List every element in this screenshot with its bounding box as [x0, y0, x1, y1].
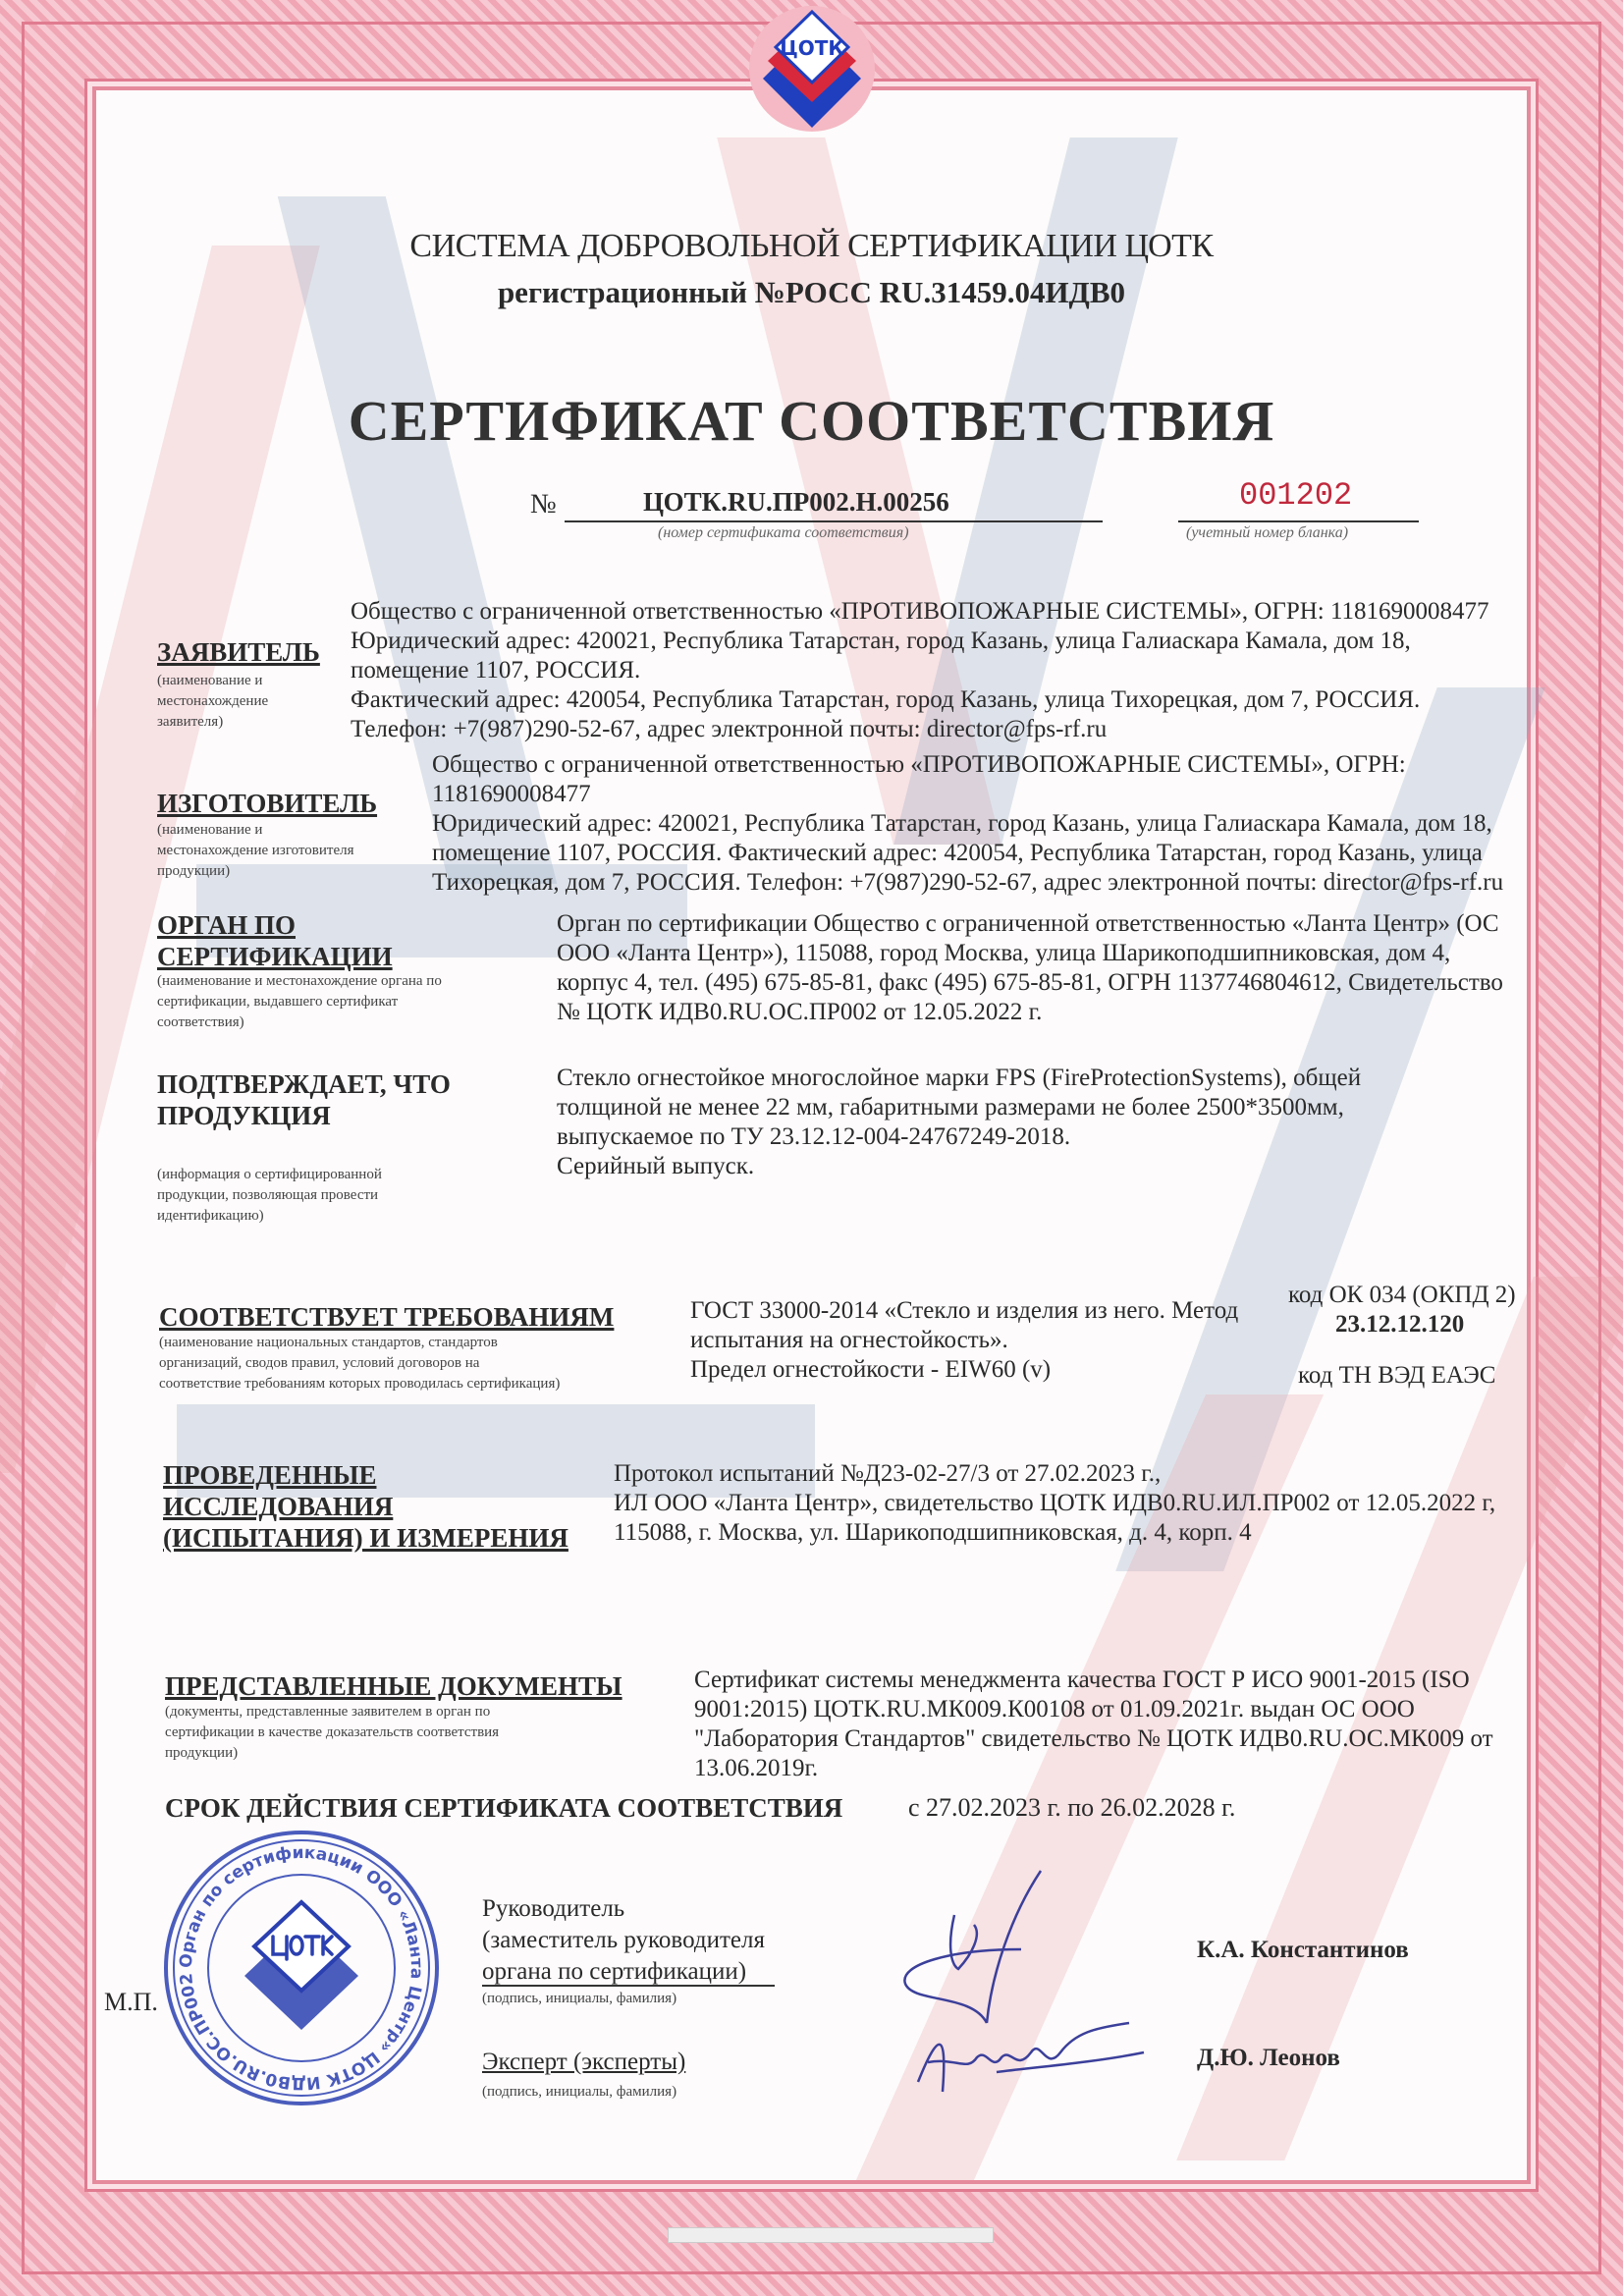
text-line: соответствие требованиям которых проводилась сертификация)	[159, 1376, 561, 1392]
text-line: Фактический адрес: 420054, Республика Татарстан, город Казань, улица Тихорецкая, дом 7, РОССИЯ.	[351, 686, 1421, 713]
text-line: ПРОВЕДЕННЫЕ	[163, 1460, 377, 1490]
text-line: местонахождение изготовителя	[157, 843, 354, 858]
applicant-caption	[157, 671, 268, 733]
text-line: Юридический адрес: 420021, Республика Татарстан, город Казань, улица Галиаскара Камала, дом 18,	[432, 810, 1492, 837]
tsotk-logo	[748, 0, 876, 157]
certification-body-stamp	[162, 1829, 441, 2107]
text-line: ПРОДУКЦИЯ	[157, 1101, 331, 1130]
head-caption: (подпись, инициалы, фамилия)	[482, 1991, 677, 2006]
certification-body-label	[157, 909, 393, 972]
applicant-details	[351, 597, 1489, 744]
tnved-label: код ТН ВЭД ЕАЭС	[1298, 1362, 1496, 1389]
text-line: Предел огнестойкости - EIW60 (v)	[690, 1356, 1052, 1383]
text-line: ГОСТ 33000-2014 «Стекло и изделия из него. Метод	[690, 1297, 1239, 1324]
text-line: (ИСПЫТАНИЯ) И ИЗМЕРЕНИЯ	[163, 1523, 568, 1553]
text-line: организаций, сводов правил, условий договоров на	[159, 1355, 480, 1371]
text-line: Протокол испытаний №Д23-02-27/3 от 27.02.2023 г.,	[614, 1460, 1162, 1487]
certification-body-caption	[157, 971, 442, 1033]
text-line: Серийный выпуск.	[557, 1153, 755, 1179]
text-line: ИССЛЕДОВАНИЯ	[163, 1492, 394, 1521]
text-line: 9001:2015) ЦОТК.RU.МК009.К00108 от 01.09.2021г. выдан ОС ООО	[694, 1696, 1415, 1722]
manufacturer-label: ИЗГОТОВИТЕЛЬ	[157, 789, 378, 818]
text-line: "Лаборатория Стандартов" свидетельство № ЦОТК ИДВ0.RU.ОС.МК009 от	[694, 1725, 1493, 1752]
okpd-code: 23.12.12.120	[1335, 1311, 1465, 1338]
expert-signature	[898, 2013, 1154, 2106]
printer-imprint	[668, 2227, 994, 2243]
text-line: (наименование национальных стандартов, стандартов	[159, 1335, 498, 1350]
tests-details	[614, 1459, 1495, 1548]
text-line: Сертификат системы менеджмента качества ГОСТ Р ИСО 9001-2015 (ISO	[694, 1667, 1470, 1693]
head-signature	[893, 1856, 1149, 2033]
certificate-number-caption: (номер сертификата соответствия)	[658, 524, 909, 541]
text-line: Общество с ограниченной ответственностью «ПРОТИВОПОЖАРНЫЕ СИСТЕМЫ», ОГРН: 1181690008477	[351, 598, 1489, 625]
expert-caption: (подпись, инициалы, фамилия)	[482, 2084, 677, 2100]
text-line: местонахождение	[157, 693, 269, 709]
text-line: Общество с ограниченной ответственностью «ПРОТИВОПОЖАРНЫЕ СИСТЕМЫ», ОГРН:	[432, 751, 1406, 778]
registration-number: регистрационный №РОСС RU.31459.04ИДВ0	[497, 275, 1126, 309]
text-line: 1181690008477	[432, 781, 591, 807]
requirements-label: СООТВЕТСТВУЕТ ТРЕБОВАНИЯМ	[159, 1302, 615, 1332]
text-line: корпус 4, тел. (495) 675-85-81, факс (495) 675-85-81, ОГРН 1137746804612, Свидетельство	[557, 969, 1503, 996]
validity-period: с 27.02.2023 г. по 26.02.2028 г.	[908, 1793, 1236, 1822]
head-underline	[482, 1985, 775, 1987]
stamp-text: Орган по сертификации ООО «Ланта Центр» ЦОТК ИДВ0.RU.ОС.ПР002	[176, 1842, 427, 2094]
requirements-caption	[159, 1333, 560, 1394]
system-name: СИСТЕМА ДОБРОВОЛЬНОЙ СЕРТИФИКАЦИИ ЦОТК	[409, 228, 1214, 264]
manufacturer-details	[432, 750, 1503, 898]
text-line: помещение 1107, РОССИЯ.	[351, 657, 641, 683]
text-line: соответствия)	[157, 1014, 244, 1030]
manufacturer-caption	[157, 820, 354, 882]
text-line: ИЛ ООО «Ланта Центр», свидетельство ЦОТК ИДВ0.RU.ИЛ.ПР002 от 12.05.2022 г,	[614, 1490, 1496, 1516]
applicant-label: ЗАЯВИТЕЛЬ	[157, 637, 320, 667]
number-sign: №	[530, 489, 557, 519]
validity-label: СРОК ДЕЙСТВИЯ СЕРТИФИКАТА СООТВЕТСТВИЯ	[165, 1793, 843, 1823]
product-label	[157, 1068, 451, 1131]
text-line: испытания на огнестойкость».	[690, 1327, 1008, 1353]
text-line: Тихорецкая, дом 7, РОССИЯ. Телефон: +7(987)290-52-67, адрес электронной почты: director@fps-rf.ru	[432, 869, 1504, 896]
certification-body-details	[557, 909, 1503, 1027]
documents-details	[694, 1666, 1493, 1783]
text-line: Юридический адрес: 420021, Республика Татарстан, город Казань, улица Галиаскара Камала, дом 18,	[351, 628, 1411, 654]
okpd-label: код ОК 034 (ОКПД 2)	[1288, 1282, 1516, 1308]
text-line: Руководитель	[482, 1895, 625, 1922]
text-line: продукции)	[157, 863, 231, 879]
text-line: помещение 1107, РОССИЯ. Фактический адрес: 420054, Республика Татарстан, город Казань, улица	[432, 840, 1483, 866]
text-line: (наименование и местонахождение органа по	[157, 973, 442, 989]
blank-number-caption: (учетный номер бланка)	[1186, 524, 1349, 541]
text-line: (информация о сертифицированной	[157, 1167, 382, 1182]
text-line: Телефон: +7(987)290-52-67, адрес электронной почты: director@fps-rf.ru	[351, 716, 1108, 742]
text-line: (наименование и	[157, 822, 263, 838]
text-line: (заместитель руководителя	[482, 1927, 765, 1953]
text-line: 115088, г. Москва, ул. Шарикоподшипниковская, д. 4, корп. 4	[614, 1519, 1252, 1546]
logo-text: ЦОТК	[780, 36, 844, 60]
text-line: ПОДТВЕРЖДАЕТ, ЧТО	[157, 1069, 451, 1099]
certificate-number: ЦОТК.RU.ПР002.Н.00256	[643, 487, 949, 517]
certificate-title: СЕРТИФИКАТ СООТВЕТСТВИЯ	[348, 389, 1275, 453]
text-line: ОРГАН ПО	[157, 910, 296, 940]
tests-label	[163, 1459, 568, 1554]
text-line: (наименование и	[157, 673, 263, 688]
documents-label: ПРЕДСТАВЛЕННЫЕ ДОКУМЕНТЫ	[165, 1671, 622, 1701]
seal-label: М.П.	[104, 1988, 158, 2016]
text-line: идентификацию)	[157, 1208, 264, 1224]
text-line: сертификации в качестве доказательств соответствия	[165, 1724, 500, 1740]
blank-number: 001202	[1239, 477, 1353, 514]
expert-name: Д.Ю. Леонов	[1197, 2045, 1340, 2071]
text-line: толщиной не менее 22 мм, габаритными размерами не более 2500*3500мм,	[557, 1094, 1344, 1121]
product-caption	[157, 1165, 382, 1227]
text-line: 13.06.2019г.	[694, 1755, 819, 1781]
text-line: Орган по сертификации Общество с ограниченной ответственностью «Ланта Центр» (ОС	[557, 910, 1499, 937]
text-line: № ЦОТК ИДВ0.RU.ОС.ПР002 от 12.05.2022 г.	[557, 999, 1043, 1025]
documents-caption	[165, 1702, 499, 1764]
text-line: СЕРТИФИКАЦИИ	[157, 942, 393, 971]
text-line: продукции, позволяющая провести	[157, 1187, 379, 1203]
text-line: заявителя)	[157, 714, 224, 730]
head-title	[482, 1893, 765, 1988]
text-line: сертификации, выдавшего сертификат	[157, 994, 399, 1010]
product-description	[557, 1064, 1361, 1181]
text-line: ООО «Ланта Центр»), 115088, город Москва, улица Шарикоподшипниковская, дом 4,	[557, 940, 1451, 966]
text-line: (документы, представленные заявителем в орган по	[165, 1704, 491, 1720]
requirements-standards	[690, 1296, 1238, 1385]
text-line: продукции)	[165, 1745, 239, 1761]
text-line: выпускаемое по ТУ 23.12.12-004-24767249-2018.	[557, 1123, 1071, 1150]
expert-label: Эксперт (эксперты)	[482, 2049, 686, 2075]
text-line: органа по сертификации)	[482, 1958, 747, 1985]
head-name: К.А. Константинов	[1197, 1937, 1409, 1963]
text-line: Стекло огнестойкое многослойное марки FPS (FireProtectionSystems), общей	[557, 1065, 1362, 1091]
